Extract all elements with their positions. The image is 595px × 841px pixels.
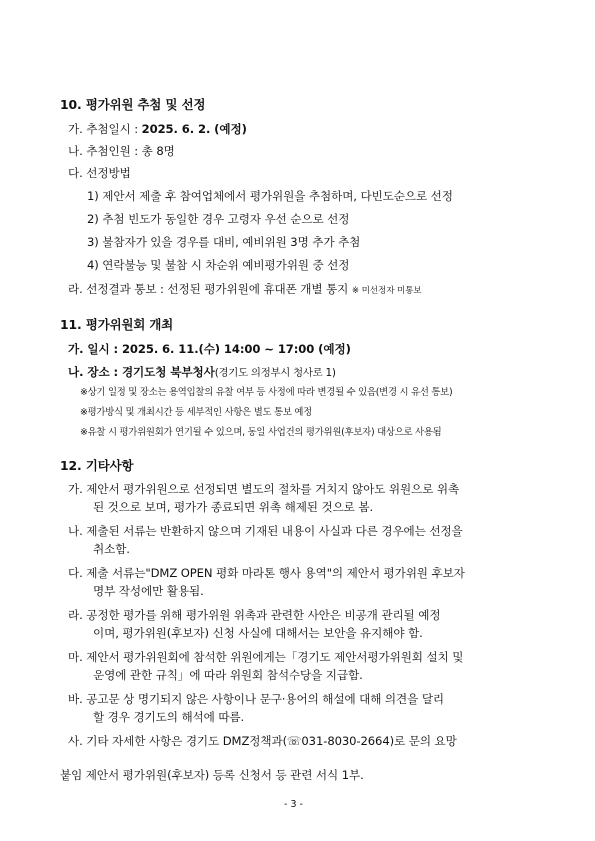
page-number: - 3 - (284, 799, 303, 810)
sec12-na-line1: 나. 제출된 서류는 반환하지 않으며 기재된 내용이 사실과 다른 경우에는 선정을 (68, 524, 463, 538)
sec10-method-1: 1) 제안서 제출 후 참여업체에서 평가위원을 추첨하며, 다빈도순으로 선정 (87, 189, 453, 203)
sec11-item-na (68, 364, 336, 381)
sec12-na-line2: 취소함. (93, 542, 130, 556)
sec10-ra-note: ※ 미선정자 미통보 (351, 286, 422, 296)
sec10-ra-text: 라. 선정결과 통보 : 선정된 평가위원에 휴대폰 개별 통지 (68, 282, 352, 296)
sec12-ba-line2: 할 경우 경기도의 해석에 따름. (93, 710, 245, 724)
sec10-item-na: 나. 추첨인원 : 총 8명 (68, 144, 175, 158)
sec10-method-3: 3) 불참자가 있을 경우를 대비, 예비위원 3명 추가 추첨 (87, 235, 361, 249)
sec10-method-4: 4) 연락불능 및 불참 시 차순위 예비평가위원 중 선정 (87, 258, 350, 272)
sec10-method-2: 2) 추첨 빈도가 동일한 경우 고령자 우선 순으로 선정 (87, 212, 350, 226)
section-12-title: 12. 기타사항 (60, 458, 134, 473)
attachment-note: 붙임 제안서 평가위원(후보자) 등록 신청서 등 관련 서식 1부. (60, 768, 364, 782)
sec12-ma-line2: 운영에 관한 규칙」에 따라 위원회 참석수당을 지급함. (93, 668, 363, 682)
section-10-title: 10. 평가위원 추첨 및 선정 (60, 97, 206, 112)
sec10-ga-label: 가. 추첨일시 : (68, 122, 142, 136)
sec12-ga-line2: 된 것으로 보며, 평가가 종료되면 위촉 해제된 것으로 봄. (93, 500, 374, 514)
sec12-sa-line: 사. 기타 자세한 사항은 경기도 DMZ정책과(☏031-8030-2664)로 문의 요망 (68, 734, 457, 748)
sec12-da-line1: 다. 제출 서류는"DMZ OPEN 평화 마라톤 행사 용역"의 제안서 평가위원 후보자 (68, 566, 465, 580)
sec11-note-3: ※유찰 시 평가위원회가 연기될 수 있으며, 동일 사업건의 평가위원(후보자) 대상으로 사용됨 (80, 427, 442, 438)
sec12-ga-line1: 가. 제안서 평가위원으로 선정되면 별도의 절차를 거치지 않아도 위원으로 위촉 (68, 482, 460, 496)
sec12-ra-line2: 이며, 평가위원(후보자) 신청 사실에 대해서는 보안을 유지해야 함. (93, 626, 423, 640)
sec12-ba-line1: 바. 공고문 상 명기되지 않은 사항이나 문구·용어의 해설에 대해 의견을 달리 (68, 692, 445, 706)
sec10-item-da: 다. 선정방법 (68, 166, 131, 180)
sec10-item-ga (68, 121, 247, 137)
sec11-note-2: ※평가방식 및 개최시간 등 세부적인 사항은 별도 통보 예정 (80, 407, 312, 418)
sec12-da-line2: 명부 작성에만 활용됨. (93, 584, 204, 598)
section-11-title: 11. 평가위원회 개최 (60, 317, 174, 332)
sec12-ma-line1: 마. 제안서 평가위원회에 참석한 위원에게는「경기도 제안서평가위원회 설치 및 (68, 650, 464, 664)
sec12-ra-line1: 라. 공정한 평가를 위해 평가위원 위촉과 관련한 사안은 비공개 관리될 예정 (68, 608, 441, 622)
sec10-ga-date: 2025. 6. 2. (예정) (141, 122, 247, 136)
sec10-item-ra (68, 281, 422, 299)
sec11-na-address: (경기도 의정부시 청사로 1) (214, 367, 336, 379)
sec11-item-ga: 가. 일시 : 2025. 6. 11.(수) 14:00 ~ 17:00 (예정) (68, 342, 351, 356)
sec11-na-place: 나. 장소 : 경기도청 북부청사 (68, 365, 215, 379)
sec11-note-1: ※상기 일정 및 장소는 용역입찰의 유찰 여부 등 사정에 따라 변경될 수 있음(변경 시 유선 통보) (80, 387, 453, 398)
